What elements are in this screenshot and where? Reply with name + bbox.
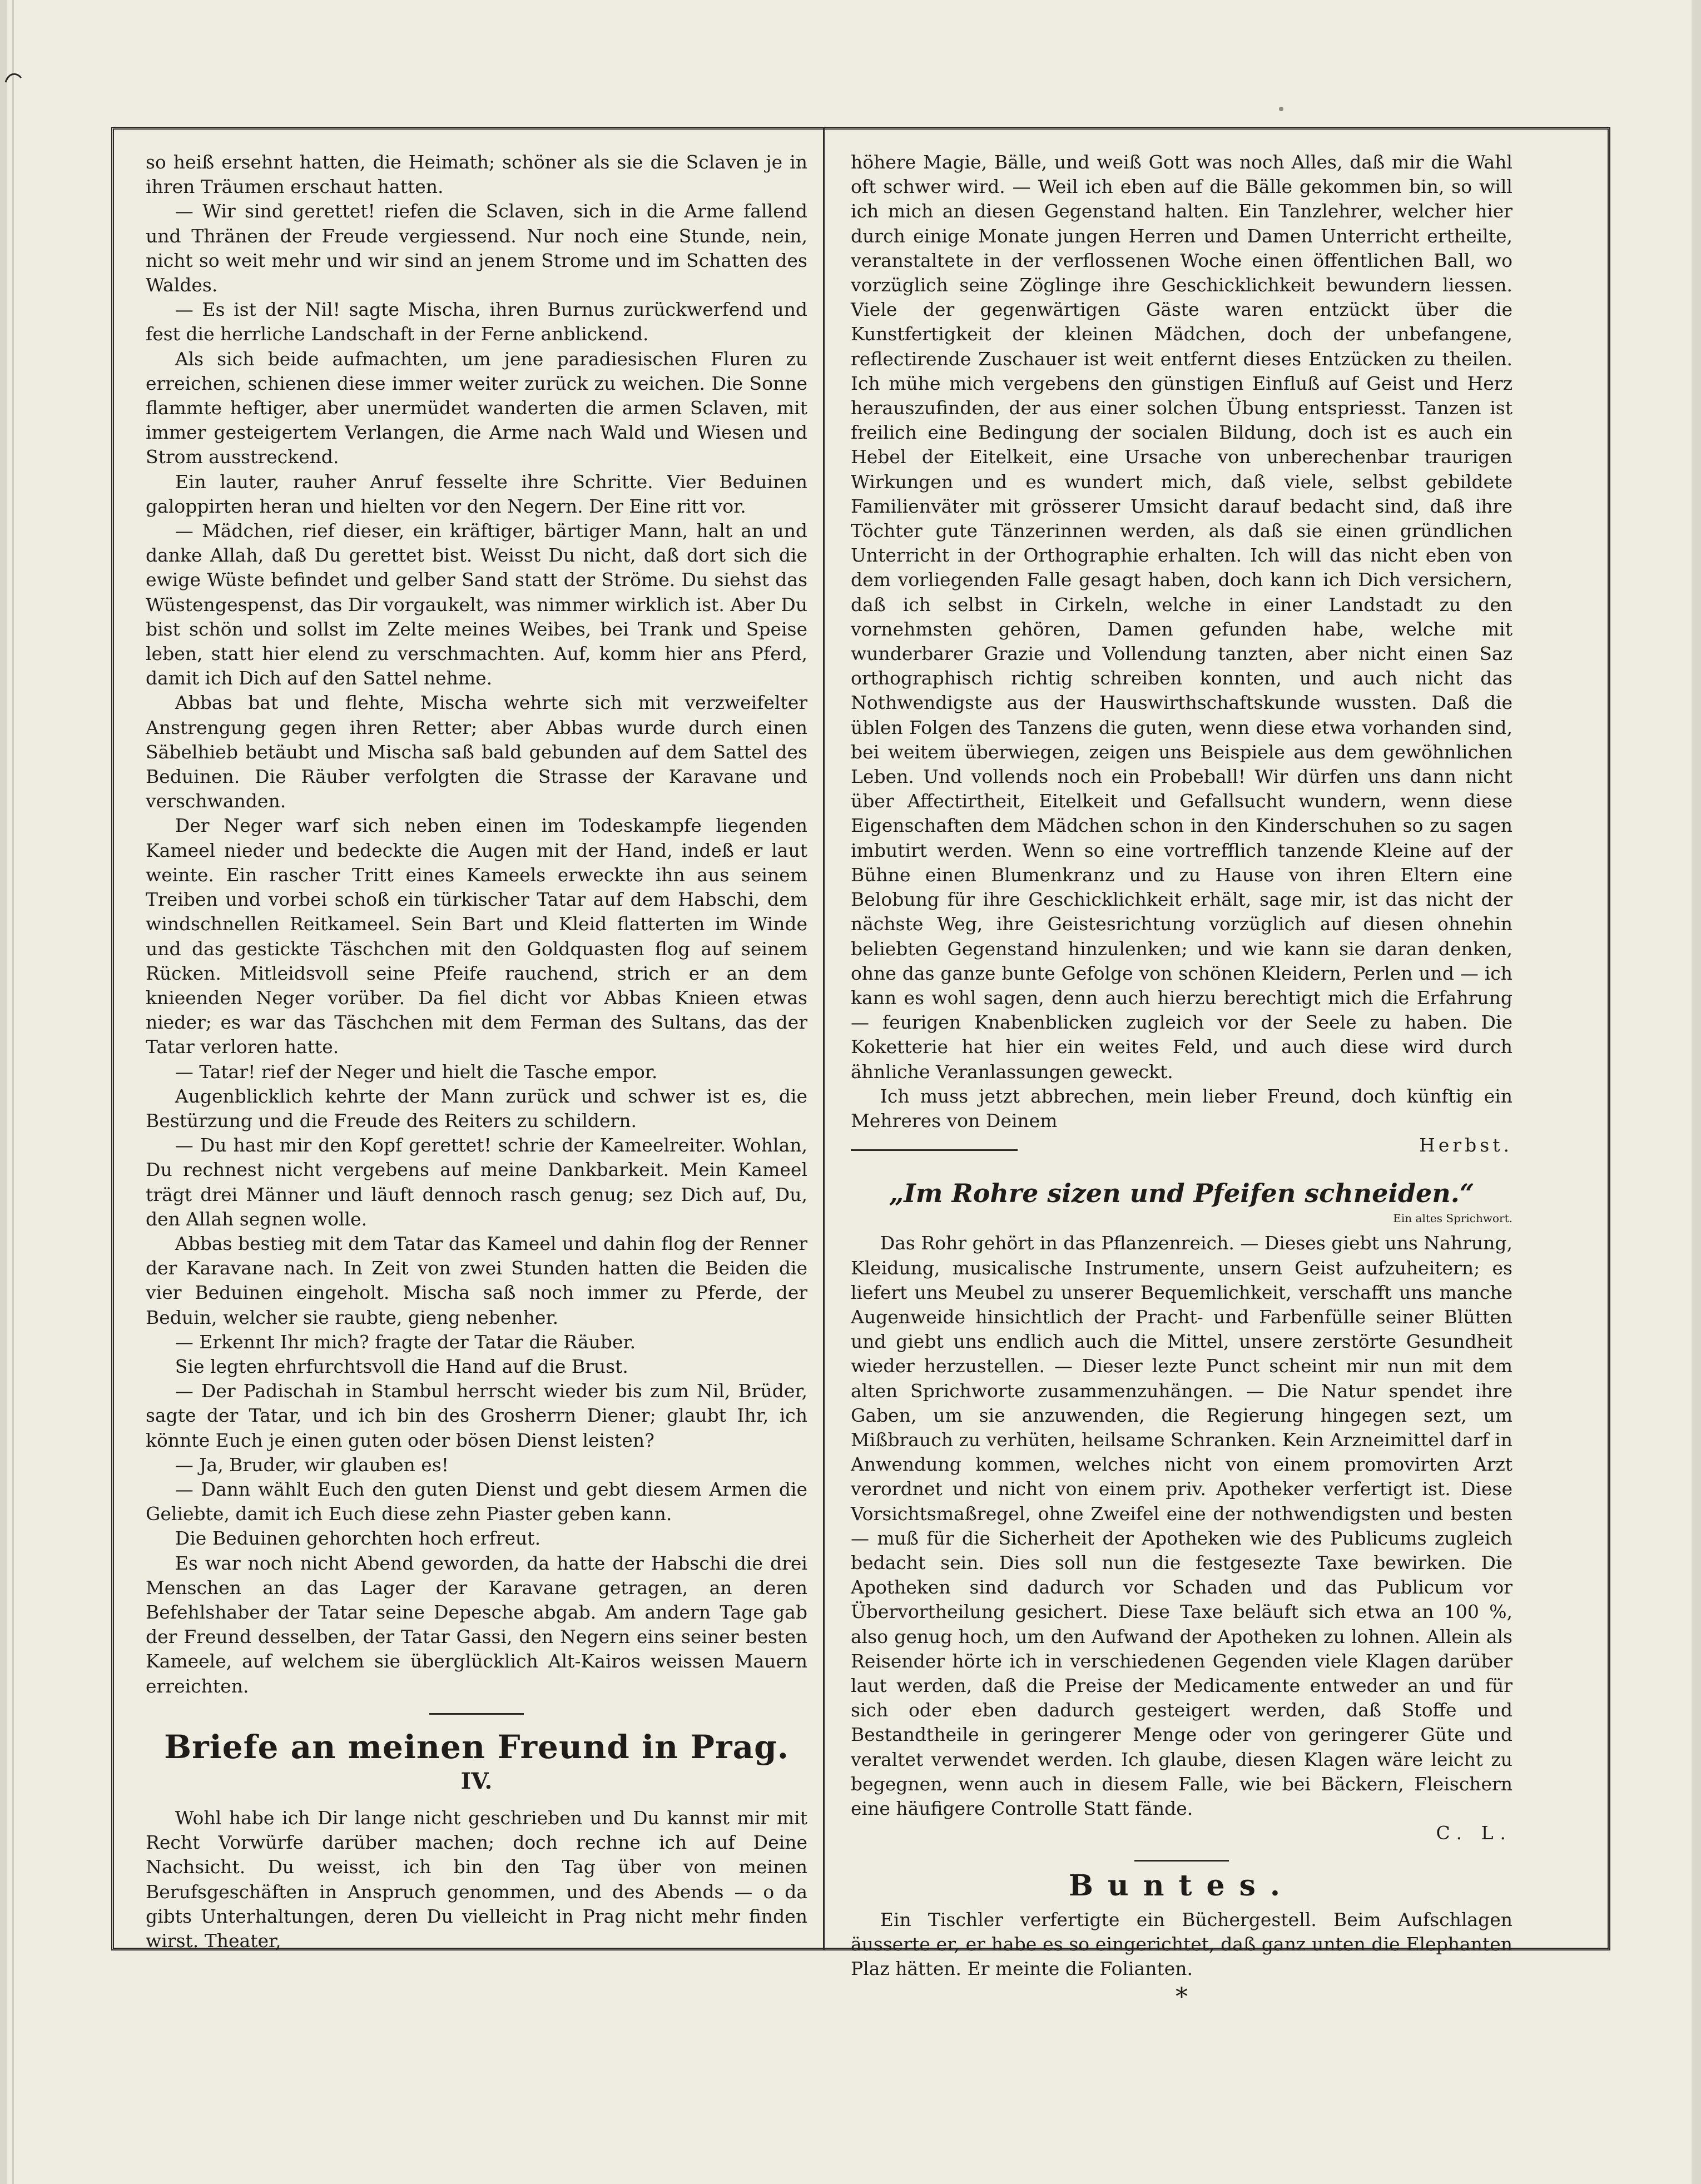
paragraph: Das Rohr gehört in das Pflanzenreich. — Dieses giebt uns Nahrung, Kleidung, musicalische Instrumente, unsern Geist aufzuheitern; es liefert uns Meubel zu unserer Bequemlichkeit, verschafft uns manche Augenweide hinsichtlich der Pracht- und Farbenfülle seiner Blütten und giebt uns endlich auch die Mittel, unsere zerstörte Gesundheit wieder herzustellen. — Dieser lezte Punct scheint mir nun mit dem alten Sprichworte zusammenzuhängen. — Die Natur spendet ihre Gaben, um sie anzuwenden, die Regierung hingegen sezt, um Mißbrauch zu verhüten, heilsame Schranken. Kein Arzneimittel darf in Anwendung kommen, welches nicht von einem promovirten Arzt verordnet und nicht von einem priv. Apotheker verfertigt ist. Diese Vorsichtsmaßregel, ohne Zweifel eine der nothwendigsten und besten — muß für die Sicherheit der Apotheken wie des Publicums zugleich bedacht sein. Dies soll nun die festgesezte Taxe bewirken. Die Apotheken sind dadurch vor Schaden und das Publicum vor Übervortheilung gesichert. Diese Taxe beläuft sich etwa an 100 %, also genug hoch, um den Aufwand der Apotheken zu lohnen. Allein als Reisender hörte ich in verschiedenen Gegenden viele Klagen darüber laut werden, daß die Preise der Medicamente entweder an und für sich oder eben dadurch gesteigert werden, daß Stoffe und Bestandtheile in geringerer Menge oder von geringerer Güte und veraltet verwendet werden. Ich glaube, diesen Klagen wäre leicht zu begegnen, wenn auch in diesem Falle, wie bei Bäckern, Fleischern eine häufigere Controlle Statt fände. (851, 1232, 1512, 1819)
buntes-heading: Buntes. (1068, 1869, 1295, 1903)
letter-text (851, 150, 1512, 1133)
paragraph: — Mädchen, rief dieser, ein kräftiger, bärtiger Mann, halt an und danke Allah, daß Du gerettet bist. Weisst Du nicht, daß dort sich die ewige Wüste befindet und gelber Sand statt der Ströme. Du siehst das Wüstengespenst, das Dir vorgaukelt, was nimmer wirklich ist. Aber Du bist schön und sollst im Zelte meines Weibes, bei Trank und Speise leben, statt hier elend zu verschmachten. Auf, komm hier ans Pferd, damit ich Dich auf den Sattel nehme. (146, 520, 807, 689)
section-rule (1134, 1860, 1229, 1862)
right-column (851, 150, 1512, 2011)
page-edge-mark (4, 70, 23, 87)
paragraph: Es war noch nicht Abend geworden, da hatte der Habschi die drei Menschen an das Lager der Karavane getragen, an deren Befehlshaber der Tatar seine Depesche abgab. Am andern Tage gab der Freund desselben, der Tatar Gassi, den Negern eins seiner besten Kameele, auf welchem sie überglücklich Alt-Kairos weissen Mauern erreichten. (146, 1552, 807, 1697)
letter-closing (851, 1133, 1512, 1158)
signature-rule (851, 1149, 1018, 1151)
paragraph: Sie legten ehrfurchtsvoll die Hand auf die Brust. (175, 1355, 628, 1377)
paragraph: — Dann wählt Euch den guten Dienst und gebt diesem Armen die Geliebte, damit ich Euch diese zehn Piaster geben kann. (146, 1478, 807, 1525)
briefe-numeral: IV. (460, 1768, 493, 1794)
paragraph: — Tatar! rief der Neger und hielt die Tasche empor. (175, 1060, 658, 1083)
paragraph: — Es ist der Nil! sagte Mischa, ihren Burnus zurückwerfend und fest die herrliche Landschaft in der Ferne anblickend. (146, 299, 807, 345)
paragraph: — Wir sind gerettet! riefen die Sclaven, sich in die Arme fallend und Thränen der Freude vergiessend. Nur noch eine Stunde, nein, nicht so weit mehr und wir sind an jenem Strome und im Schatten des Waldes. (146, 200, 807, 296)
rohre-source: Ein altes Sprichwort. (1393, 1212, 1512, 1225)
paragraph: Als sich beide aufmachten, um jene paradiesischen Fluren zu erreichen, schienen diese immer weiter zurück zu weichen. Die Sonne flammte heftiger, aber unermüdet wanderten die armen Sclaven, mit immer gesteigertem Verlangen, die Arme nach Wald und Wiesen und Strom ausstreckend. (146, 348, 807, 468)
paragraph: Abbas bat und flehte, Mischa wehrte sich mit verzweifelter Anstrengung gegen ihren Retter; aber Abbas wurde durch einen Säbelhieb betäubt und Mischa saß bald gebunden auf dem Sattel des Beduinen. Die Räuber verfolgten die Strasse der Karavane und verschwanden. (146, 692, 807, 812)
paragraph: — Du hast mir den Kopf gerettet! schrie der Kameelreiter. Wohlan, Du rechnest nicht vergebens auf meine Dankbarkeit. Mein Kameel trägt drei Männer und läuft dennoch rasch genug; sez Dich auf, Du, den Allah segnen wolle. (146, 1134, 807, 1230)
buntes-text (851, 1908, 1512, 1982)
left-column (146, 150, 807, 1953)
section-rule (429, 1713, 524, 1715)
paragraph: — Ja, Bruder, wir glauben es! (175, 1453, 449, 1476)
letter-signature: Herbst. (1419, 1134, 1512, 1156)
rohre-title: „Im Rohre sizen und Pfeifen schneiden.“ (889, 1178, 1475, 1209)
paragraph: — Erkennt Ihr mich? fragte der Tatar die Räuber. (175, 1331, 636, 1353)
rohre-initials: C. L. (1436, 1822, 1512, 1844)
paragraph: Ein Tischler verfertigte ein Büchergestell. Beim Aufschlagen äusserte er, er habe es so eingerichtet, daß ganz unten die Elephanten Plaz hätten. Er meinte die Folianten. (851, 1908, 1512, 1980)
briefe-heading: Briefe an meinen Freund in Prag. (164, 1728, 789, 1766)
paragraph: Die Beduinen gehorchten hoch erfreut. (175, 1527, 541, 1550)
column-divider (823, 128, 825, 1949)
paragraph: — Der Padischah in Stambul herrscht wieder bis zum Nil, Brüder, sagte der Tatar, und ich bin des Grosherrn Diener; glaubt Ihr, ich könnte Euch je einen guten oder bösen Dienst leisten? (146, 1380, 807, 1451)
paragraph: Der Neger warf sich neben einen im Todeskampfe liegenden Kameel nieder und bedeckte die Augen mit der Hand, indeß er laut weinte. Ein rascher Tritt eines Kameels erweckte ihn aus seinem Treiben und vorbei schoß ein türkischer Tatar auf dem Habschi, dem windschnellen Reitkameel. Sein Bart und Kleid flatterten im Winde und das gestickte Täschchen mit den Goldquasten flog auf seinem Rücken. Mitleidsvoll seine Pfeife rauchend, strich er an dem knieenden Neger vorüber. Da fiel dicht vor Abbas Knieen etwas nieder; es war das Täschchen mit dem Ferman des Sultans, das der Tatar verloren hatte. (146, 815, 807, 1058)
print-speck (1279, 107, 1283, 111)
rohre-text (851, 1231, 1512, 1821)
story-text (146, 150, 807, 1699)
paragraph: Abbas bestieg mit dem Tatar das Kameel und dahin flog der Renner der Karavane nach. In Zeit von zwei Stunden hatten die Beiden die vier Beduinen eingeholt. Mischa saß noch immer zu Pferde, der Beduin, welcher sie raubte, gieng nebenher. (146, 1232, 807, 1328)
paragraph: Augenblicklich kehrte der Mann zurück und schwer ist es, die Bestürzung und die Freude des Reiters zu schildern. (146, 1085, 807, 1131)
paragraph: so heiß ersehnt hatten, die Heimath; schöner als sie die Sclaven je in ihren Träumen erschaut hatten. (146, 151, 807, 198)
paragraph: Ich muss jetzt abbrechen, mein lieber Freund, doch künftig ein Mehreres von Deinem (851, 1085, 1512, 1131)
binding-gutter (12, 0, 14, 2184)
end-asterisk: * (1176, 1983, 1188, 2012)
paragraph: Ein lauter, rauher Anruf fesselte ihre Schritte. Vier Beduinen galoppirten heran und hielten vor den Negern. Der Eine ritt vor. (146, 470, 807, 517)
briefe-text (146, 1806, 807, 1953)
paragraph: höhere Magie, Bälle, und weiß Gott was noch Alles, daß mir die Wahl oft schwer wird. — Weil ich eben auf die Bälle gekommen bin, so will ich mich an diesen Gegenstand halten. Ein Tanzlehrer, welcher hier durch einige Monate jungen Herren und Damen Unterricht ertheilte, veranstaltete in der verflossenen Woche einen öffentlichen Ball, wo vorzüglich seine Zöglinge ihre Geschicklichkeit bewundern liessen. Viele der gegenwärtigen Gäste waren entzückt über die Kunstfertigkeit der kleinen Mädchen, doch der unbefangene, reflectirende Zuschauer ist weit entfernt dieses Entzücken zu theilen. Ich mühe mich vergebens den günstigen Einfluß auf Geist und Herz herauszufinden, der aus einer solchen Übung entspriesst. Tanzen ist freilich eine Bedingung der socialen Bildung, doch ist es auch ein Hebel der Eitelkeit, eine Ursache von unberechenbar traurigen Wirkungen und es wundert mich, daß viele, selbst gebildete Familienväter mit grösserer Umsicht darauf bedacht sind, daß ihre Töchter gute Tänzerinnen werden, als daß sie einen gründlichen Unterricht in der Orthographie erhalten. Ich will das nicht eben von dem vorliegenden Falle gesagt haben, doch kann ich Dich versichern, daß ich selbst in Cirkeln, welche in einer Landstadt zu den vornehmsten gehören, Damen gefunden habe, welche mit wunderbarer Grazie und Vollendung tanzten, aber nicht einen Saz orthographisch richtig schreiben konnten, und auch nicht das Nothwendigste aus der Hauswirthschaftskunde wussten. Daß die üblen Folgen des Tanzens die guten, wenn diese etwa vorhanden sind, bei weitem überwiegen, zeigen uns Beispiele aus dem gewöhnlichen Leben. Und vollends noch ein Probeball! Wir dürfen uns dann nicht über Affectirtheit, Eitelkeit und Gefallsucht wundern, wenn diese Eigenschaften dem Mädchen schon in den Kinderschuhen so zu sagen imbutirt werden. Wenn so eine vortrefflich tanzende Kleine auf der Bühne einen Blumenkranz und zu Hause von ihren Eltern eine Belobung für ihre Geschicklichkeit erhält, sage mir, ist das nicht der nächste Weg, ihre Geistesrichtung vorzüglich auf diesen ohnehin beliebten Gegenstand hinzulenken; und wie kann sie daran denken, ohne das ganze bunte Gefolge von schönen Kleidern, Perlen und — ich kann es wohl sagen, denn auch hierzu berechtigt mich die Erfahrung — feurigen Knabenblicken zugleich vor der Seele zu haben. Die Koketterie hat hier ein weites Feld, und auch diese wird durch ähnliche Veranlassungen geweckt. (851, 151, 1512, 1083)
paragraph: Wohl habe ich Dir lange nicht geschrieben und Du kannst mir mit Recht Vorwürfe darüber machen; doch rechne ich auf Deine Nachsicht. Du weisst, ich bin den Tag über von meinen Berufsgeschäften in Anspruch genommen, und des Abends — o da gibts Unterhaltungen, deren Du vielleicht in Prag nicht mehr finden wirst. Theater, (146, 1807, 807, 1952)
